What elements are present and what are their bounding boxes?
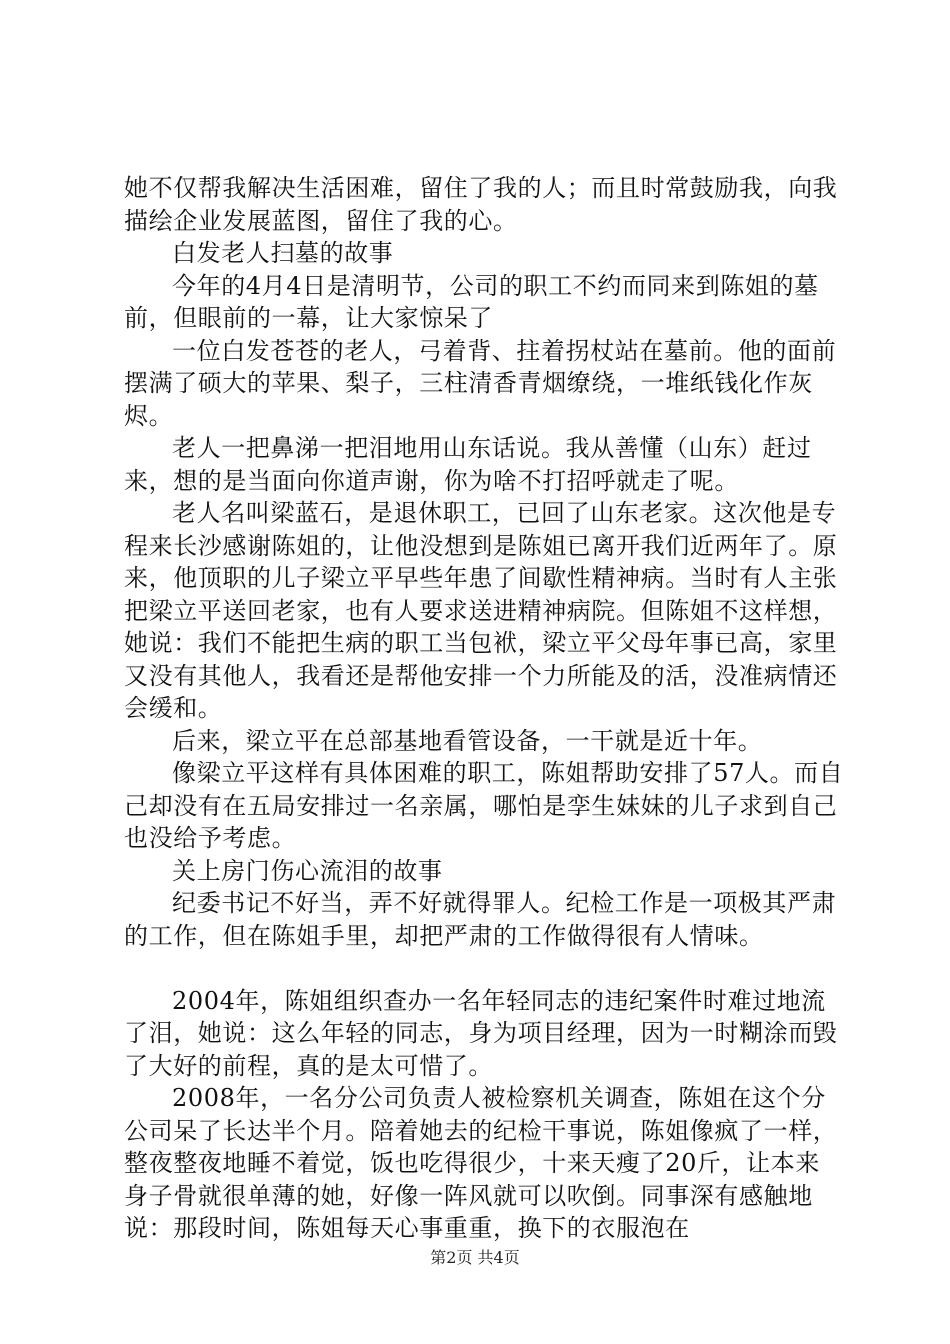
paragraph-9: 2004年，陈姐组织查办一名年轻同志的违纪案件时难过地流了泪，她说：这么年轻的同志，身为项目经理，因为一时糊涂而毁了大好的前程，真的是太可惜了。 (124, 986, 838, 1080)
section-heading-old-man: 白发老人扫墓的故事 (172, 239, 394, 267)
paragraph-4: 老人一把鼻涕一把泪地用山东话说。我从善懂（山东）赶过来，想的是当面向你道声谢，你为啥不打招呼就走了呢。 (124, 434, 812, 495)
paragraph-10: 2008年，一名分公司负责人被检察机关调查，陈姐在这个分公司呆了长达半个月。陪着她去的纪检干事说，陈姐像疯了一样，整夜整夜地睡不着觉，饭也吃得很少，十来天瘦了20斤，让本来身子骨就很单薄的她，好像一阵风就可以吹倒。同事深有感触地说：那段时间，陈姐每天心事重重，换下的衣服泡在 (124, 1084, 838, 1242)
paragraph-2: 今年的4月4日是清明节，公司的职工不约而同来到陈姐的墓前，但眼前的一幕，让大家惊呆了 (124, 271, 819, 332)
paragraph-3: 一位白发苍苍的老人，弓着背、拄着拐杖站在墓前。他的面前摆满了硕大的苹果、梨子，三柱清香青烟缭绕，一堆纸钱化作灰烬。 (124, 336, 837, 430)
paragraph-7: 像梁立平这样有具体困难的职工，陈姐帮助安排了57人。而自己却没有在五局安排过一名亲属，哪怕是孪生妹妹的儿子求到自己也没给予考虑。 (124, 759, 844, 852)
document-body (124, 172, 844, 1245)
section-heading-closed-door: 关上房门伤心流泪的故事 (172, 856, 443, 885)
paragraph-1: 她不仅帮我解决生活困难，留住了我的人；而且时常鼓励我，向我描绘企业发展蓝图，留住了我的心。 (124, 174, 838, 235)
blank-line (124, 952, 844, 985)
paragraph-5: 老人名叫梁蓝石，是退休职工，已回了山东老家。这次他是专程来长沙感谢陈姐的，让他没想到是陈姐已离开我们近两年了。原来，他顶职的儿子梁立平早些年患了间歇性精神病。当时有人主张把梁立平送回老家，也有人要求送进精神病院。但陈姐不这样想，她说：我们不能把生病的职工当包袱，梁立平父母年事已高，家里又没有其他人，我看还是帮他安排一个力所能及的活，没准病情还会缓和。 (124, 499, 838, 722)
paragraph-8: 纪委书记不好当，弄不好就得罪人。纪检工作是一项极其严肃的工作，但在陈姐手里，却把严肃的工作做得很有人情味。 (124, 889, 837, 950)
page-footer: 第2页 共4页 (430, 1248, 520, 1267)
paragraph-6: 后来，梁立平在总部基地看管设备，一干就是近十年。 (172, 726, 763, 755)
